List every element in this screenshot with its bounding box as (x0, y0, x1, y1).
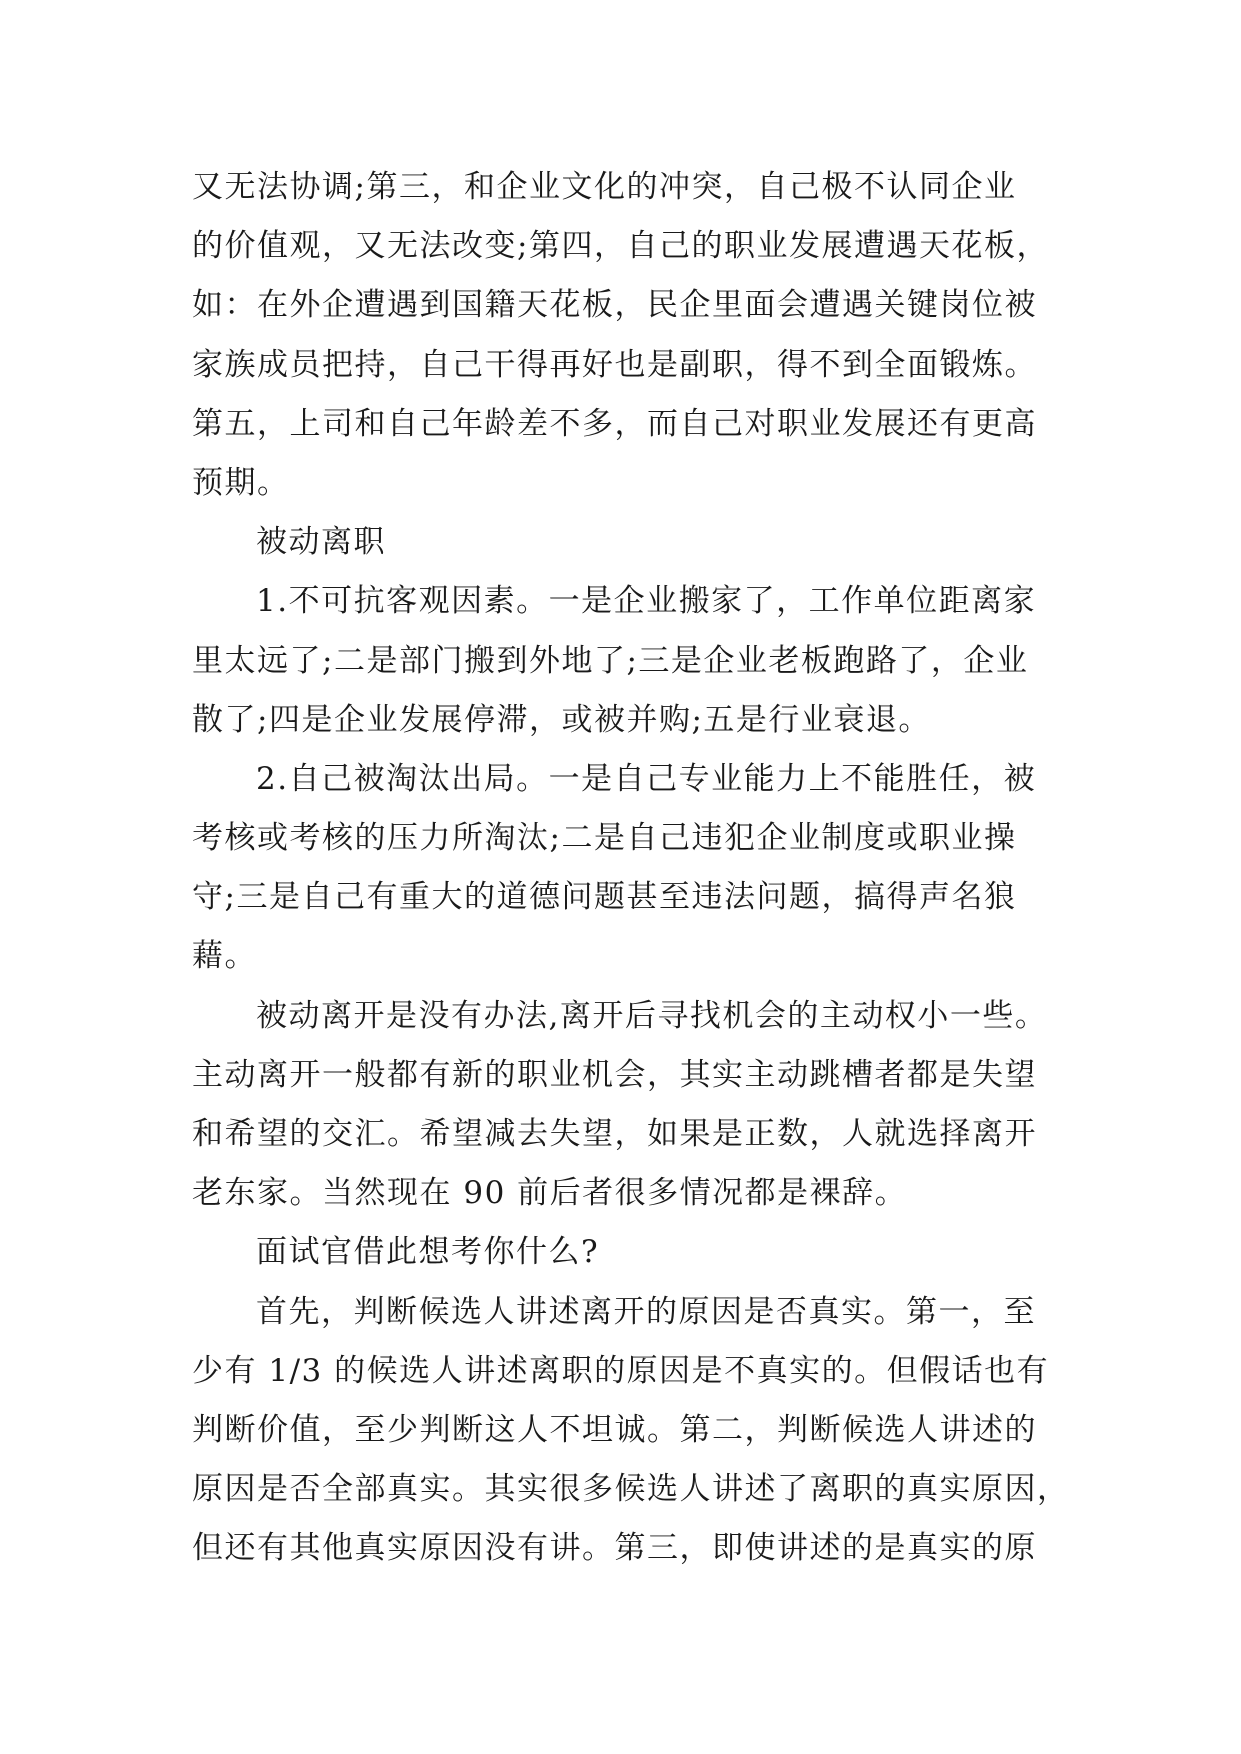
text-line: 首先，判断候选人讲述离开的原因是否真实。第一，至 (256, 1293, 1036, 1330)
text-line: 散了;四是企业发展停滞，或被并购;五是行业衰退。 (192, 701, 931, 738)
text-line: 家族成员把持，自己干得再好也是副职，得不到全面锻炼。 (192, 346, 1037, 383)
document-body (192, 158, 1070, 1579)
text-line: 又无法协调;第三，和企业文化的冲突，自己极不认同企业 (192, 169, 1017, 205)
text-line: 预期。 (192, 464, 290, 501)
text-line: 被动离职 (256, 524, 386, 561)
text-line: 的价值观，又无法改变;第四，自己的职业发展遭遇天花板， (192, 228, 1049, 265)
text-line: 和希望的交汇。希望减去失望，如果是正数，人就选择离开 (192, 1116, 1037, 1152)
text-line: 但还有其他真实原因没有讲。第三，即使讲述的是真实的原 (192, 1530, 1037, 1567)
text-line: 藉。 (192, 938, 257, 975)
text-line: 守;三是自己有重大的道德问题甚至违法问题，搞得声名狼 (192, 879, 1017, 916)
text-line: 判断价值，至少判断这人不坦诚。第二，判断候选人讲述的 (192, 1411, 1037, 1448)
text-line: 里太远了;二是部门搬到外地了;三是企业老板跑路了，企业 (192, 642, 1029, 679)
text-line: 如：在外企遭遇到国籍天花板，民企里面会遭遇关键岗位被 (192, 287, 1037, 324)
text-line: 第五，上司和自己年龄差不多，而自己对职业发展还有更高 (192, 405, 1037, 442)
text-line: 被动离开是没有办法,离开后寻找机会的主动权小一些。 (256, 997, 1048, 1034)
text-line: 原因是否全部真实。其实很多候选人讲述了离职的真实原因， (192, 1471, 1070, 1508)
text-line: 考核或考核的压力所淘汰;二是自己违犯企业制度或职业操 (192, 820, 1017, 857)
text-line: 老东家。当然现在 90 前后者很多情况都是裸辞。 (192, 1175, 908, 1212)
text-line: 主动离开一般都有新的职业机会，其实主动跳槽者都是失望 (192, 1056, 1037, 1093)
text-line: 少有 1/3 的候选人讲述离职的原因是不真实的。但假话也有 (192, 1352, 1050, 1389)
text-line: 1.不可抗客观因素。一是企业搬家了，工作单位距离家 (256, 583, 1037, 620)
text-line: 2.自己被淘汰出局。一是自己专业能力上不能胜任，被 (256, 760, 1037, 797)
text-line: 面试官借此想考你什么? (256, 1234, 600, 1271)
